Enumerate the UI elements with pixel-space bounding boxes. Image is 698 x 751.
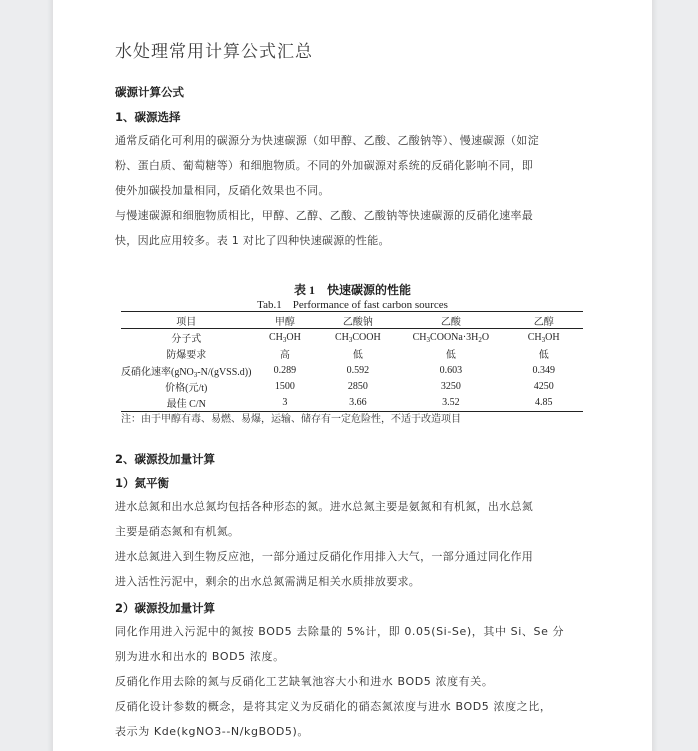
table-cell: 3250	[440, 380, 461, 392]
paragraph-line: 反硝化作用去除的氮与反硝化工艺缺氧池容大小和进水 BOD5 浓度有关。	[115, 675, 494, 688]
cell-formula-acetic-acid: $CH_3COONa\cdot 3H_2O$	[412, 331, 490, 344]
document-page	[53, 0, 652, 751]
table-note: 注：由于甲醇有毒、易燃、易爆，运输、储存有一定危险性，不适于改造项目	[121, 414, 461, 425]
table-cell: 2850	[347, 380, 368, 392]
row-label: 防爆要求	[166, 350, 207, 362]
table-cell: 低	[445, 350, 456, 362]
table-cell: 高	[279, 350, 290, 362]
table-caption-english: Tab.1 Performance of fast carbon sources	[257, 299, 448, 311]
subheading-dosage-calculation: 2、碳源投加量计算	[115, 452, 216, 466]
paragraph-assimilation	[115, 619, 595, 669]
paragraph-line: 进水总氮和出水总氮均包括各种形态的氮。进水总氮主要是氨氮和有机氮，出水总氮	[115, 500, 534, 513]
row-label: 分子式	[171, 333, 202, 345]
table-cell: 低	[352, 350, 363, 362]
table-cell: 4250	[533, 380, 554, 392]
subheading-dosage: 2）碳源投加量计算	[115, 601, 216, 615]
table-cell: 3.66	[349, 397, 367, 409]
subheading-nitrogen-balance: 1）氮平衡	[115, 476, 170, 490]
table-cell: 3.52	[442, 397, 460, 409]
paragraph-line: 粉、蛋白质、葡萄糖等）和细胞物质。不同的外加碳源对系统的反硝化影响不同，即	[115, 159, 534, 172]
header-acetic-acid: 乙酸	[440, 316, 461, 328]
paragraph-denitrification-removal	[115, 669, 595, 694]
header-ethanol: 乙醇	[533, 316, 554, 328]
paragraph-nitrogen-forms	[115, 494, 595, 544]
paragraph-line: 快，因此应用较多。表 1 对比了四种快速碳源的性能。	[115, 234, 390, 247]
carbon-performance-table	[121, 311, 583, 412]
cell-formula-ethanol: $CH_3OH$	[527, 331, 560, 344]
table-header-row	[121, 312, 583, 329]
paragraph-design-parameter	[115, 694, 595, 744]
table-row-rate	[121, 362, 583, 378]
table-cell: 0.349	[532, 364, 555, 376]
table-caption-chinese: 表 1 快速碳源的性能	[293, 283, 411, 297]
subheading-carbon-selection: 1、碳源选择	[115, 110, 181, 124]
table-cell: 3	[282, 397, 288, 409]
paragraph-line: 反硝化设计参数的概念，是将其定义为反硝化的硝态氮浓度与进水 BOD5 浓度之比，	[115, 700, 552, 713]
table-cell: 低	[538, 350, 549, 362]
table-row-explosion	[121, 346, 583, 362]
table-cell: 0.592	[346, 364, 370, 376]
table-cell: 0.603	[439, 364, 463, 376]
table-row-formula	[121, 329, 583, 346]
paragraph-line: 表示为 Kde(kgNO3--N/kgBOD5)。	[115, 725, 309, 738]
table-cell: 0.289	[273, 364, 297, 376]
header-item: 项目	[176, 316, 197, 328]
row-label: 反硝化速率(gNO$_3$-N/(gVSS.d))	[121, 366, 252, 379]
row-label: 最佳 C/N	[166, 399, 206, 411]
paragraph-carbon-types	[115, 128, 595, 203]
document-title: 水处理常用计算公式汇总	[115, 42, 313, 62]
paragraph-nitrogen-path	[115, 544, 595, 594]
cell-formula-sodium-acetate: $CH_3COOH$	[334, 331, 381, 344]
paragraph-line: 主要是硝态氮和有机氮。	[115, 525, 240, 538]
cell-formula-methanol: $CH_3OH$	[268, 331, 301, 344]
table-row-price	[121, 378, 583, 394]
paragraph-line: 进入活性污泥中，剩余的出水总氮需满足相关水质排放要求。	[115, 575, 421, 588]
table-cell: 4.85	[534, 397, 553, 409]
table-row-cn	[121, 394, 583, 411]
header-sodium-acetate: 乙酸钠	[342, 316, 373, 328]
page-shadow-right	[652, 0, 658, 751]
paragraph-fast-carbon	[115, 203, 595, 253]
section-heading-carbon-formulas: 碳源计算公式	[115, 85, 184, 99]
paragraph-line: 别为进水和出水的 BOD5 浓度。	[115, 650, 285, 663]
row-label: 价格(元/t)	[165, 382, 208, 394]
paragraph-line: 使外加碳投加量相同，反硝化效果也不同。	[115, 184, 330, 197]
table-cell: 1500	[274, 380, 295, 392]
paragraph-line: 同化作用进入污泥中的氮按 BOD5 去除量的 5%计，即 0.05(Si-Se)，其中 Si、Se 分	[115, 625, 565, 638]
header-methanol: 甲醇	[274, 316, 295, 328]
paragraph-line: 与慢速碳源和细胞物质相比，甲醇、乙醇、乙酸、乙酸钠等快速碳源的反硝化速率最	[115, 209, 534, 222]
paragraph-line: 进水总氮进入到生物反应池，一部分通过反硝化作用排入大气，一部分通过同化作用	[115, 550, 534, 563]
paragraph-line: 通常反硝化可利用的碳源分为快速碳源（如甲醇、乙酸、乙酸钠等）、慢速碳源（如淀	[115, 134, 539, 147]
